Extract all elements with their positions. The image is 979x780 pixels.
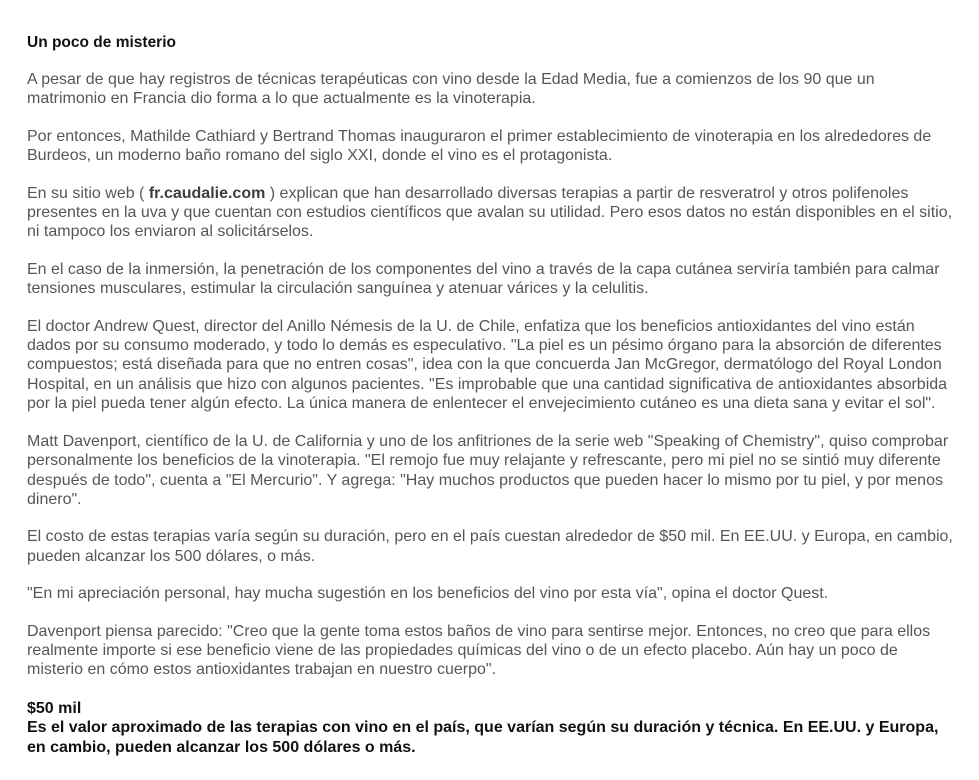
paragraph-text: Matt Davenport, científico de la U. de California y uno de los anfitriones de la serie web "Speaking of Chemistry", quiso comprobar personalmente los beneficios de la vinoterapia. "El remojo fue muy relajante y refrescante, pero mi piel no se sintió muy diferente después de todo", cuenta a "El Mercurio". Y agrega: "Hay muchos productos que pueden hacer lo mismo por tu piel, y por menos dinero". [27, 432, 949, 508]
paragraph [27, 70, 953, 109]
paragraph-text: "En mi apreciación personal, hay mucha sugestión en los beneficios del vino por esta vía", opina el doctor Quest. [27, 585, 829, 603]
paragraph-text: ) explican que han desarrollado diversas terapias a partir de resveratrol y otros polifenoles presentes en la uva y que cuentan con estudios científicos que avalan su utilidad. Pero esos datos no están disponibles en el sitio, ni tampoco los enviaron al solicitárselos. [27, 184, 953, 241]
paragraph [27, 184, 953, 242]
paragraph [27, 260, 953, 299]
paragraph-text: El doctor Andrew Quest, director del Anillo Némesis de la U. de Chile, enfatiza que los beneficios antioxidantes del vino están dados por su consumo moderado, y todo lo demás es especulativo. "La piel es un pésimo órgano para la absorción de diferentes compuestos; está diseñada para que no entren cosas", idea con la que concuerda Jan McGregor, dermatólogo del Royal London Hospital, en un análisis que hizo con algunos pacientes. "Es improbable que una cantidad significativa de antioxidantes absorbida por la piel pueda tener algún efecto. La única manera de enlentecer el envejecimiento cutáneo es una dieta sana y evitar el sol". [27, 317, 948, 413]
paragraph-text: Davenport piensa parecido: "Creo que la gente toma estos baños de vino para sentirse mejor. Entonces, no creo que para ellos realmente importe si ese beneficio viene de las propiedades químicas del vino o de un efecto placebo. Aún hay un poco de misterio en cómo estos antioxidantes trabajan en nuestro cuerpo". [27, 622, 931, 679]
article-heading: Un poco de misterio [27, 34, 176, 51]
article-body [27, 70, 953, 680]
footnote [27, 699, 953, 758]
footnote-body: Es el valor aproximado de las terapias con vino en el país, que varían según su duración y técnica. En EE.UU. y Europa, en cambio, pueden alcanzar los 500 dólares o más. [27, 719, 939, 756]
paragraph-text: A pesar de que hay registros de técnicas terapéuticas con vino desde la Edad Media, fue a comienzos de los 90 que un matrimonio en Francia dio forma a lo que actualmente es la vinoterapia. [27, 71, 875, 108]
paragraph-text: En el caso de la inmersión, la penetración de los componentes del vino a través de la capa cutánea serviría también para calmar tensiones musculares, estimular la circulación sanguínea y atenuar várices y la celulitis. [27, 260, 940, 298]
paragraph [27, 527, 953, 566]
paragraph-text: En su sitio web ( [27, 184, 149, 202]
paragraph [27, 622, 953, 680]
site-url-text: fr.caudalie.com [148, 184, 266, 202]
paragraph-text: El costo de estas terapias varía según su duración, pero en el país cuestan alrededor de $50 mil. En EE.UU. y Europa, en cambio, pueden alcanzar los 500 dólares, o más. [27, 528, 953, 565]
paragraph [27, 127, 953, 166]
footnote-title: $50 mil [27, 699, 82, 717]
paragraph [27, 584, 953, 603]
paragraph [27, 432, 953, 510]
paragraph [27, 317, 953, 414]
paragraph-text: Por entonces, Mathilde Cathiard y Bertrand Thomas inauguraron el primer establecimiento de vinoterapia en los alrededores de Burdeos, un moderno baño romano del siglo XXI, donde el vino es el protagonista. [27, 127, 932, 165]
